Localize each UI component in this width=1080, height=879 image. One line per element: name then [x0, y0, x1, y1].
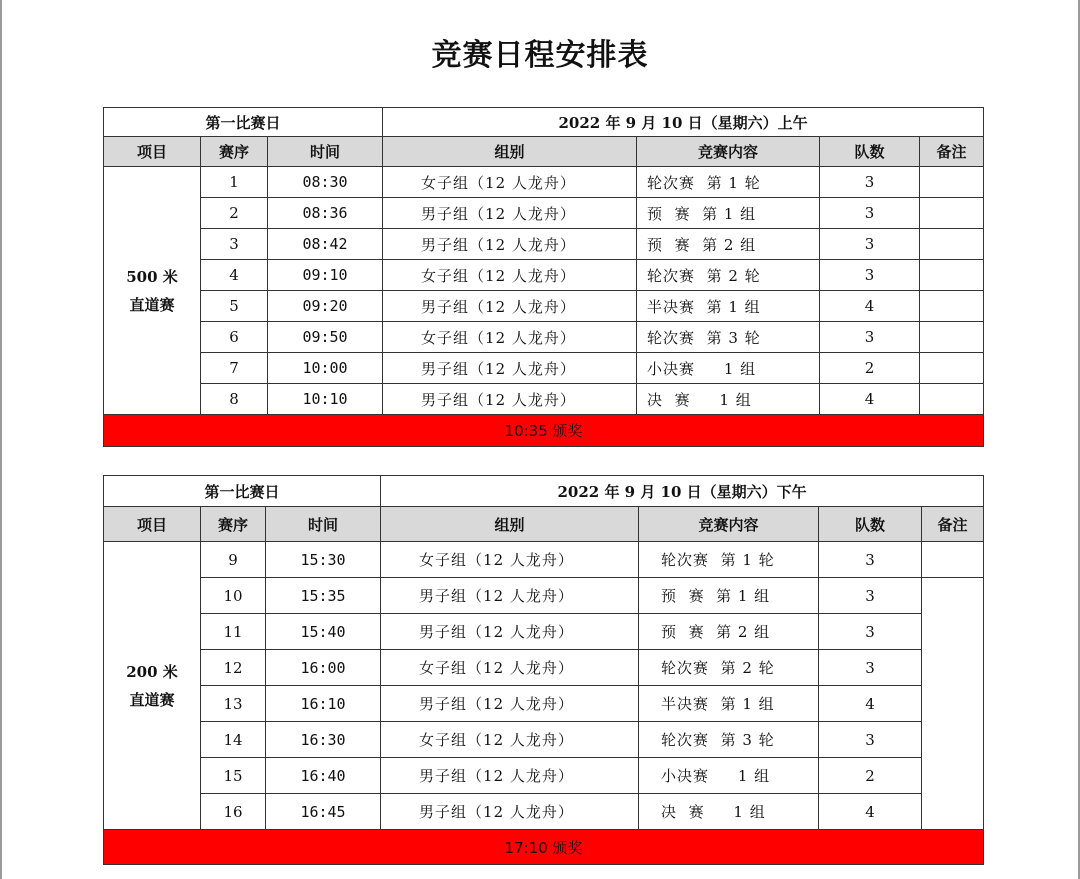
group-cell: 男子组（12 人龙舟） [383, 384, 637, 415]
table-row [104, 722, 984, 758]
group-cell: 男子组（12 人龙舟） [381, 686, 639, 722]
group-cell: 男子组（12 人龙舟） [383, 229, 637, 260]
teams-cell: 4 [820, 291, 920, 322]
date-label: 2022 年 9 月 10 日（星期六）下午 [381, 476, 984, 507]
group-cell: 男子组（12 人龙舟） [383, 353, 637, 384]
time-cell: 08:42 [268, 229, 383, 260]
content-cell: 轮次赛 第 2 轮 [639, 650, 819, 686]
group-cell: 女子组（12 人龙舟） [383, 167, 637, 198]
time-cell: 16:45 [266, 794, 381, 830]
table-row [104, 686, 984, 722]
time-cell: 16:00 [266, 650, 381, 686]
content-cell: 小决赛 1 组 [639, 758, 819, 794]
teams-cell: 3 [819, 542, 922, 578]
teams-cell: 3 [820, 322, 920, 353]
time-cell: 15:30 [266, 542, 381, 578]
award-row [104, 830, 984, 865]
session-header-row [104, 108, 984, 137]
order-cell: 9 [201, 542, 266, 578]
notes-cell [920, 167, 984, 198]
time-cell: 15:40 [266, 614, 381, 650]
time-cell: 09:20 [268, 291, 383, 322]
teams-cell: 4 [819, 686, 922, 722]
col-header-teams: 队数 [820, 137, 920, 167]
award-row [104, 415, 984, 447]
order-cell: 15 [201, 758, 266, 794]
table-row [104, 794, 984, 830]
group-cell: 男子组（12 人龙舟） [381, 614, 639, 650]
group-cell: 女子组（12 人龙舟） [381, 650, 639, 686]
notes-cell [920, 229, 984, 260]
group-cell: 男子组（12 人龙舟） [383, 291, 637, 322]
group-cell: 女子组（12 人龙舟） [383, 260, 637, 291]
content-cell: 轮次赛 第 2 轮 [637, 260, 820, 291]
col-header-notes: 备注 [920, 137, 984, 167]
order-cell: 5 [201, 291, 268, 322]
order-cell: 3 [201, 229, 268, 260]
teams-cell: 3 [819, 578, 922, 614]
teams-cell: 3 [820, 198, 920, 229]
col-header-time: 时间 [266, 507, 381, 542]
teams-cell: 3 [819, 614, 922, 650]
column-header-row [104, 137, 984, 167]
notes-cell [922, 542, 984, 578]
group-cell: 女子组（12 人龙舟） [381, 722, 639, 758]
event-cell [104, 167, 201, 415]
content-cell: 轮次赛 第 3 轮 [637, 322, 820, 353]
order-cell: 11 [201, 614, 266, 650]
content-cell: 决 赛 1 组 [637, 384, 820, 415]
time-cell: 16:30 [266, 722, 381, 758]
session-header-row [104, 476, 984, 507]
col-header-time: 时间 [268, 137, 383, 167]
table-row [104, 353, 984, 384]
content-cell: 预 赛 第 2 组 [637, 229, 820, 260]
event-distance: 200 米 [126, 662, 178, 681]
page-edge-left [0, 0, 2, 879]
notes-cell [920, 198, 984, 229]
time-cell: 08:30 [268, 167, 383, 198]
content-cell: 半决赛 第 1 组 [637, 291, 820, 322]
group-cell: 女子组（12 人龙舟） [381, 542, 639, 578]
col-header-group: 组别 [383, 137, 637, 167]
table-row [104, 758, 984, 794]
event-type: 直道赛 [129, 690, 175, 709]
content-cell: 预 赛 第 1 组 [637, 198, 820, 229]
notes-cell [920, 260, 984, 291]
time-cell: 09:10 [268, 260, 383, 291]
col-header-group: 组别 [381, 507, 639, 542]
order-cell: 6 [201, 322, 268, 353]
event-distance: 500 米 [126, 267, 178, 286]
time-cell: 09:50 [268, 322, 383, 353]
time-cell: 15:35 [266, 578, 381, 614]
teams-cell: 3 [819, 650, 922, 686]
col-header-event: 项目 [104, 137, 201, 167]
group-cell: 男子组（12 人龙舟） [383, 198, 637, 229]
col-header-teams: 队数 [819, 507, 922, 542]
col-header-notes: 备注 [922, 507, 984, 542]
col-header-content: 竞赛内容 [639, 507, 819, 542]
time-cell: 16:40 [266, 758, 381, 794]
notes-cell [920, 291, 984, 322]
order-cell: 2 [201, 198, 268, 229]
content-cell: 决 赛 1 组 [639, 794, 819, 830]
table-row [104, 614, 984, 650]
content-cell: 轮次赛 第 3 轮 [639, 722, 819, 758]
table-row [104, 291, 984, 322]
group-cell: 女子组（12 人龙舟） [383, 322, 637, 353]
teams-cell: 3 [819, 722, 922, 758]
teams-cell: 3 [820, 229, 920, 260]
table-row [104, 542, 984, 578]
content-cell: 小决赛 1 组 [637, 353, 820, 384]
table-row [104, 384, 984, 415]
teams-cell: 2 [819, 758, 922, 794]
event-type: 直道赛 [129, 295, 175, 314]
order-cell: 1 [201, 167, 268, 198]
col-header-order: 赛序 [201, 507, 266, 542]
award-banner: 10:35 颁奖 [104, 415, 984, 447]
order-cell: 14 [201, 722, 266, 758]
order-cell: 10 [201, 578, 266, 614]
content-cell: 预 赛 第 1 组 [639, 578, 819, 614]
teams-cell: 4 [820, 384, 920, 415]
table-row [104, 229, 984, 260]
teams-cell: 4 [819, 794, 922, 830]
notes-cell [920, 322, 984, 353]
day-label: 第一比赛日 [104, 108, 383, 137]
notes-cell [920, 384, 984, 415]
table-row [104, 650, 984, 686]
order-cell: 16 [201, 794, 266, 830]
order-cell: 4 [201, 260, 268, 291]
col-header-order: 赛序 [201, 137, 268, 167]
time-cell: 16:10 [266, 686, 381, 722]
notes-cell [922, 578, 984, 830]
time-cell: 10:00 [268, 353, 383, 384]
time-cell: 08:36 [268, 198, 383, 229]
table-row [104, 578, 984, 614]
notes-cell [920, 353, 984, 384]
content-cell: 轮次赛 第 1 轮 [639, 542, 819, 578]
content-cell: 半决赛 第 1 组 [639, 686, 819, 722]
order-cell: 7 [201, 353, 268, 384]
group-cell: 男子组（12 人龙舟） [381, 794, 639, 830]
schedule-table-morning [103, 107, 984, 447]
table-row [104, 167, 984, 198]
table-row [104, 322, 984, 353]
table-row [104, 198, 984, 229]
group-cell: 男子组（12 人龙舟） [381, 578, 639, 614]
day-label: 第一比赛日 [104, 476, 381, 507]
order-cell: 8 [201, 384, 268, 415]
teams-cell: 2 [820, 353, 920, 384]
event-cell [104, 542, 201, 830]
page-title: 竞赛日程安排表 [431, 38, 649, 73]
group-cell: 男子组（12 人龙舟） [381, 758, 639, 794]
date-label: 2022 年 9 月 10 日（星期六）上午 [383, 108, 984, 137]
col-header-content: 竞赛内容 [637, 137, 820, 167]
schedule-table-afternoon [103, 475, 984, 865]
order-cell: 13 [201, 686, 266, 722]
content-cell: 预 赛 第 2 组 [639, 614, 819, 650]
teams-cell: 3 [820, 167, 920, 198]
column-header-row [104, 507, 984, 542]
col-header-event: 项目 [104, 507, 201, 542]
teams-cell: 3 [820, 260, 920, 291]
table-row [104, 260, 984, 291]
award-banner: 17:10 颁奖 [104, 830, 984, 865]
order-cell: 12 [201, 650, 266, 686]
time-cell: 10:10 [268, 384, 383, 415]
content-cell: 轮次赛 第 1 轮 [637, 167, 820, 198]
